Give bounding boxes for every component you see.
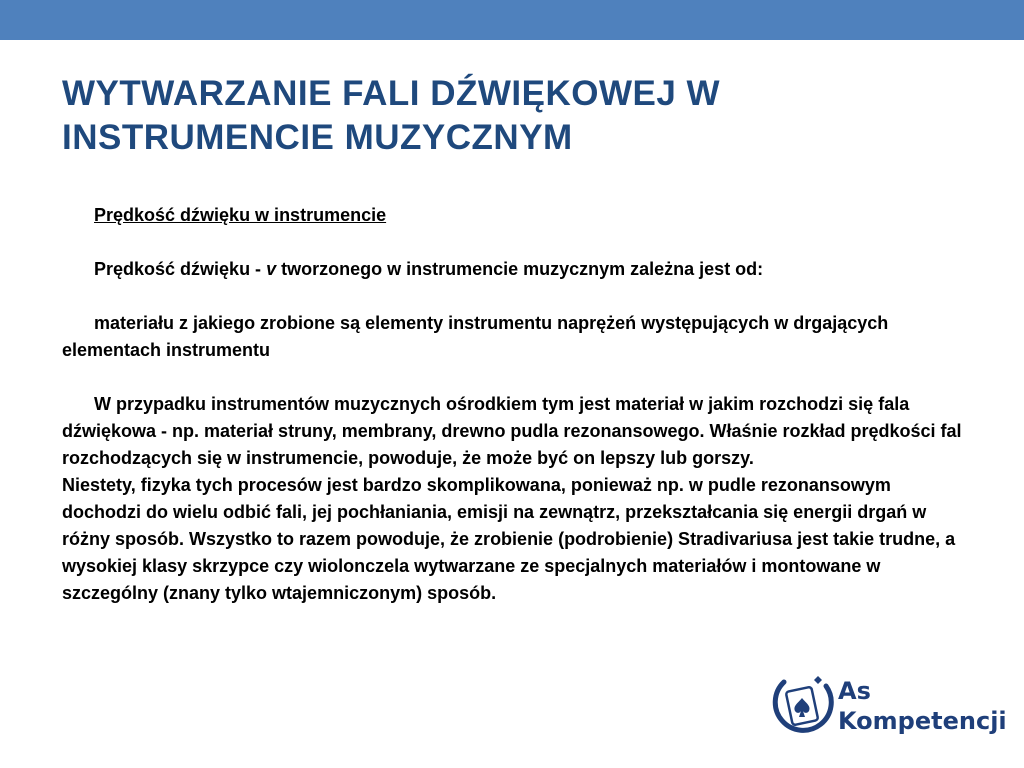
subheading: Prędkość dźwięku w instrumencie [94, 205, 387, 225]
logo-text [838, 676, 1007, 736]
speed-dependency-prefix: Prędkość dźwięku - [94, 259, 267, 279]
speed-dependency-paragraph [62, 256, 972, 283]
complexity-text: Niestety, fizyka tych procesów jest bardzo skomplikowana, ponieważ np. w pudle rezonansowym dochodzi do wielu odbić fali, jej pochłaniania, emisji na zewnątrz, przekształcania się energii drgań w różny sposób. Wszystko to razem powoduje, że zrobienie (podrobienie) Stradivariusa jest takie trudne, a wysokiej klasy skrzypce czy wiolonczela wytwarzane ze specjalnych materiałów i montowane w szczególny (znany tylko wtajemniczonym) sposób. [62, 475, 956, 603]
slide-title-line-2: INSTRUMENCIE MUZYCZNYM [62, 118, 573, 157]
material-text: materiału z jakiego zrobione są elementy instrumentu naprężeń występujących w drgających elementach instrumentu [62, 313, 889, 360]
as-kompetencji-logo [770, 672, 1010, 742]
logo-text-line-2: Kompetencji [838, 707, 1007, 735]
subheading-paragraph [62, 202, 972, 229]
spade-card-icon [770, 672, 834, 742]
medium-text: W przypadku instrumentów muzycznych ośrodkiem tym jest materiał w jakim rozchodzi się fala dźwiękowa - np. materiał struny, membrany, drewno pudla rezonansowego. Właśnie rozkład prędkości fal rozchodzących się w instrumencie, powoduje, że może być on lepszy lub gorszy. [62, 394, 962, 468]
complexity-paragraph [62, 472, 972, 607]
material-paragraph [62, 310, 972, 364]
slide-title-line-1: WYTWARZANIE FALI DŹWIĘKOWEJ W [62, 74, 721, 113]
medium-paragraph [62, 391, 972, 472]
top-accent-bar [0, 0, 1024, 40]
logo-text-line-1: As [838, 677, 871, 705]
slide-title [62, 72, 962, 160]
velocity-symbol: v [266, 259, 277, 279]
speed-dependency-suffix: tworzonego w instrumencie muzycznym zależna jest od: [276, 259, 764, 279]
slide-body [62, 202, 972, 607]
